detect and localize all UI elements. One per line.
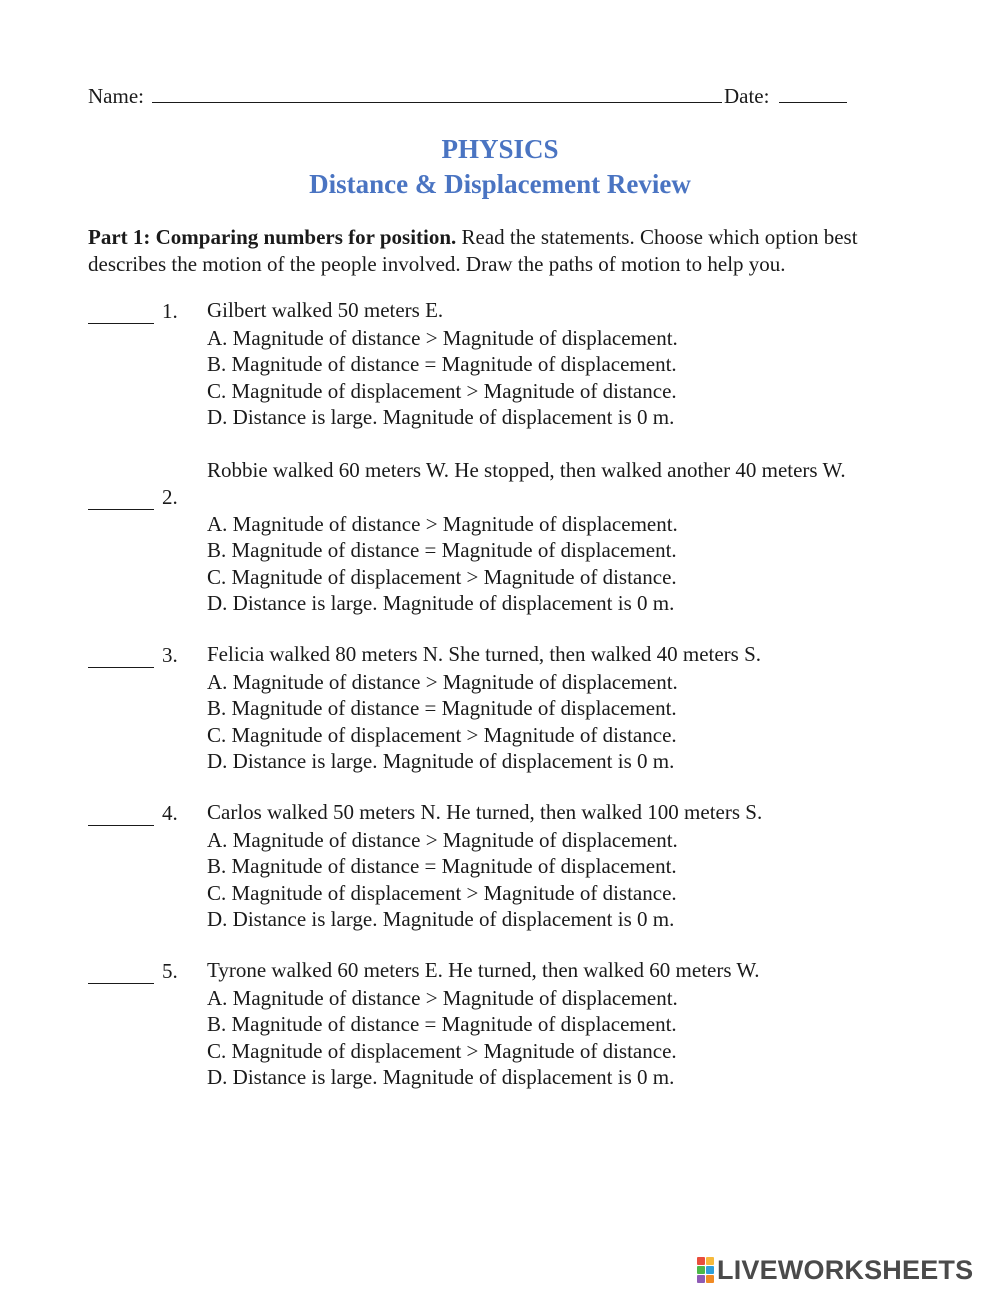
logo-block: [697, 1275, 705, 1283]
options-5: [207, 985, 907, 1090]
option-a: A. Magnitude of distance > Magnitude of displacement.: [207, 986, 678, 1010]
option-b: B. Magnitude of distance = Magnitude of displacement.: [207, 352, 677, 377]
question-number-1: 1.: [162, 299, 178, 323]
answer-blank-1[interactable]: [88, 323, 154, 324]
question-stem-4: Carlos walked 50 meters N. He turned, then walked 100 meters S.: [207, 800, 763, 824]
question-stem-2: Robbie walked 60 meters W. He stopped, then walked another 40 meters W.: [207, 458, 846, 482]
option-c: C. Magnitude of displacement > Magnitude of distance.: [207, 378, 677, 403]
subject-title: PHYSICS: [441, 134, 559, 164]
option-d: D. Distance is large. Magnitude of displacement is 0 m.: [207, 590, 675, 615]
option-d: D. Distance is large. Magnitude of displacement is 0 m.: [207, 1064, 675, 1089]
question-number-4: 4.: [162, 801, 178, 825]
option-c: C. Magnitude of displacement > Magnitude of distance.: [207, 880, 677, 905]
option-d: D. Distance is large. Magnitude of displacement is 0 m.: [207, 906, 675, 931]
options-2: [207, 511, 907, 616]
question-number-3: 3.: [162, 643, 178, 667]
logo-text: LIVEWORKSHEETS: [717, 1254, 974, 1285]
logo-block: [706, 1257, 714, 1265]
name-input-line[interactable]: [152, 82, 722, 103]
instructions: [88, 224, 918, 278]
option-a: A. Magnitude of distance > Magnitude of displacement.: [207, 326, 678, 350]
option-a: A. Magnitude of distance > Magnitude of displacement.: [207, 512, 678, 536]
option-b: B. Magnitude of distance = Magnitude of displacement.: [207, 696, 677, 721]
answer-blank-4[interactable]: [88, 825, 154, 826]
option-b: B. Magnitude of distance = Magnitude of displacement.: [207, 1012, 677, 1037]
options-3: [207, 669, 907, 774]
option-b: B. Magnitude of distance = Magnitude of displacement.: [207, 854, 677, 879]
question-number-2: 2.: [162, 485, 178, 509]
options-1: [207, 325, 907, 430]
logo-block: [697, 1266, 705, 1274]
option-a: A. Magnitude of distance > Magnitude of displacement.: [207, 670, 678, 694]
option-c: C. Magnitude of displacement > Magnitude of distance.: [207, 1038, 677, 1063]
instructions-text: Read the statements. Choose which option best describes the motion of the people involved. Draw the paths of motion to help you.: [88, 225, 858, 276]
header-row: [88, 82, 847, 109]
answer-blank-3[interactable]: [88, 667, 154, 668]
liveworksheets-logo[interactable]: [697, 1256, 973, 1284]
option-b: B. Magnitude of distance = Magnitude of displacement.: [207, 538, 677, 563]
instructions-heading: Part 1: Comparing numbers for position.: [88, 225, 457, 249]
liveworksheets-logo-icon: [697, 1257, 714, 1283]
question-stem-1: Gilbert walked 50 meters E.: [207, 298, 444, 322]
logo-block: [706, 1275, 714, 1283]
question-stem-5: Tyrone walked 60 meters E. He turned, then walked 60 meters W.: [207, 958, 760, 982]
option-d: D. Distance is large. Magnitude of displacement is 0 m.: [207, 748, 675, 773]
logo-block: [706, 1266, 714, 1274]
answer-blank-2[interactable]: [88, 509, 154, 510]
date-input-line[interactable]: [779, 82, 847, 103]
option-c: C. Magnitude of displacement > Magnitude of distance.: [207, 564, 677, 589]
options-4: [207, 827, 907, 932]
logo-block: [697, 1257, 705, 1265]
worksheet-title: Distance & Displacement Review: [309, 169, 691, 199]
option-d: D. Distance is large. Magnitude of displacement is 0 m.: [207, 404, 675, 429]
question-number-5: 5.: [162, 959, 178, 983]
option-a: A. Magnitude of distance > Magnitude of displacement.: [207, 828, 678, 852]
date-label: Date:: [723, 84, 770, 108]
option-c: C. Magnitude of displacement > Magnitude of distance.: [207, 722, 677, 747]
question-stem-3: Felicia walked 80 meters N. She turned, then walked 40 meters S.: [207, 642, 762, 666]
answer-blank-5[interactable]: [88, 983, 154, 984]
name-label: Name:: [88, 84, 144, 108]
